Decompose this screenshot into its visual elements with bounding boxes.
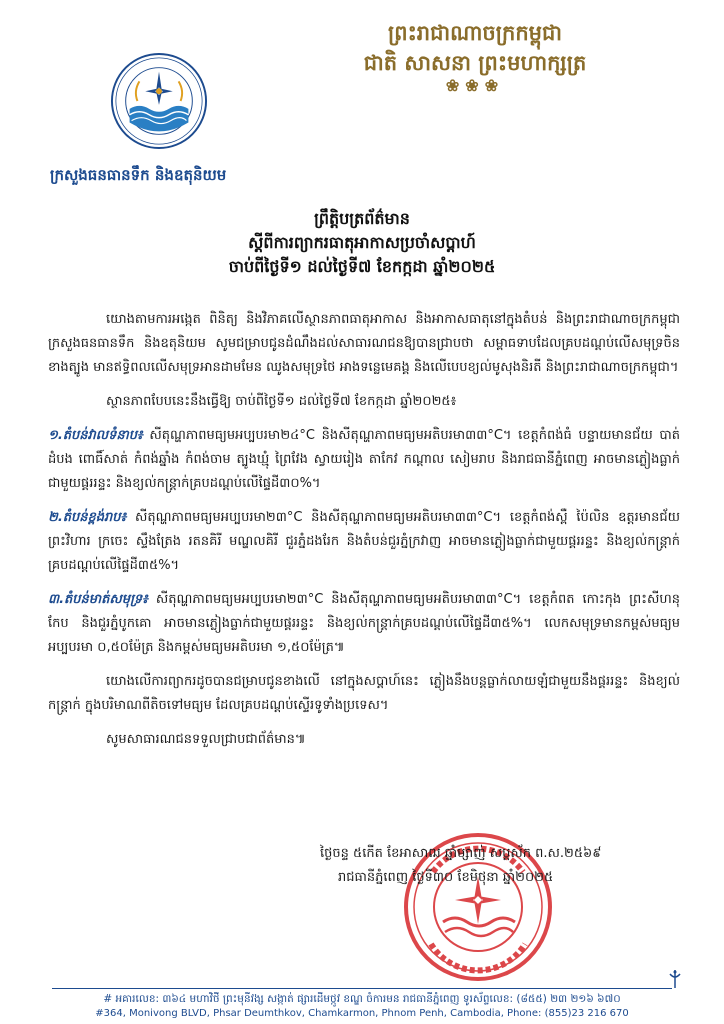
footer-address [40, 992, 684, 1020]
situation-paragraph: ស្ថានភាពបែបនេះនឹងធ្វើឱ្យ ចាប់ពីថ្ងៃទី១ ដល់ថ្ងៃទី៧ ខែកក្កដា ឆ្នាំ២០២៥៖ [106, 394, 457, 409]
kingdom-title: ព្រះរាជាណាចក្រកម្ពុជា [387, 20, 562, 45]
bulletin-title [100, 207, 624, 279]
national-motto: ជាតិ សាសនា ព្រះមហាក្សត្រ [363, 50, 587, 75]
kingdom-header [255, 18, 695, 94]
closing-paragraph: សូមសាធារណជនទទួលជ្រាបជាព័ត៌មាន៕ [106, 732, 306, 747]
bulletin-body [48, 308, 680, 762]
lunar-date: ថ្ងៃចន្ទ ៥កើត ខែអាសាឍ ឆ្នាំម្សាញ់ សប្តស័ក ព.ស.២៥៦៩ [320, 846, 602, 861]
zone-2-paragraph [48, 506, 680, 578]
zone-1-title: ១.តំបន់វាលទំនាប៖ [48, 428, 143, 443]
issue-date [320, 842, 680, 890]
ministry-name: ក្រសួងធនធានទឹក និងឧតុនិយម [50, 166, 227, 184]
title-line-2: ស្តីពីការព្យាករធាតុអាកាសប្រចាំសប្តាហ៍ [248, 233, 476, 252]
header-ornament: ❀❀❀ [445, 76, 505, 95]
zone-2-title: ២.តំបន់ខ្ពង់រាប៖ [48, 510, 127, 525]
trident-icon [664, 968, 686, 990]
ministry-emblem-icon [110, 52, 208, 150]
zone-1-paragraph [48, 424, 680, 496]
address-english: #364, Monivong BLVD, Phsar Deumthkov, Chamkarmon, Phnom Penh, Cambodia, Phone: (855)23 216 670 [95, 1008, 629, 1019]
zone-3-title: ៣.តំបន់មាត់សមុទ្រ៖ [48, 592, 148, 607]
forecast-paragraph: យោងលើការព្យាករដូចបានជម្រាបជូនខាងលើ នៅក្នុងសប្តាហ៍នេះ ភ្លៀងនឹងបន្តធ្លាក់លាយឡំជាមួយនឹងផ្គររន្ទះ និងខ្យល់កន្ត្រាក់ ក្នុងបរិមាណពីតិចទៅមធ្យម ដែលគ្របដណ្តប់ស្ទើរទូទាំងប្រទេស។ [48, 674, 680, 713]
zone-3-paragraph [48, 588, 680, 660]
footer-divider [52, 988, 672, 989]
zone-1-text: សីតុណ្ហភាពមធ្យមអប្បបរមា២៤°C និងសីតុណ្ហភាពមធ្យមអតិបរមា៣៣°C។ ខេត្តកំពង់ធំ បន្ទាយមានជ័យ បាត់ដំបង ពោធិ៍សាត់ កំពង់ឆ្នាំង កំពង់ចាម ត្បូងឃ្មុំ ព្រៃវែង ស្វាយរៀង តាកែវ កណ្តាល សៀមរាប និងរាជធានីភ្នំពេញ អាចមានភ្លៀងធ្លាក់ជាមួយផ្គររន្ទះ និងខ្យល់កន្ត្រាក់គ្របដណ្តប់លើផ្ទៃដី៣០%។ [48, 428, 680, 491]
address-khmer: # អគារលេខ: ៣៦៤ មហាវិថី ព្រះមុនីវង្ស សង្កាត់ ផ្សារដើមថ្កូវ ខណ្ឌ ចំការមន រាជធានីភ្នំពេញ ទូរស័ព្ទលេខ: (៨៥៥) ២៣ ២១៦ ៦៧០ [103, 993, 621, 1005]
title-line-1: ព្រឹត្តិបត្រព័ត៌មាន [314, 209, 410, 228]
title-line-3: ចាប់ពីថ្ងៃទី១ ដល់ថ្ងៃទី៧ ខែកក្កដា ឆ្នាំ២០២៥ [228, 257, 496, 276]
zone-3-text: សីតុណ្ហភាពមធ្យមអប្បបរមា២៣°C និងសីតុណ្ហភាពមធ្យមអតិបរមា៣៣°C។ ខេត្តកំពត កោះកុង ព្រះសីហនុ កែប និងជួរភ្នំបូកគោ អាចមានភ្លៀងធ្លាក់ជាមួយផ្គររន្ទះ និងខ្យល់កន្ត្រាក់គ្របដណ្តប់លើផ្ទៃដី៣៥%។ លេកសមុទ្រមានកម្ពស់មធ្យមអប្បបរមា ០,៥០ម៉ែត្រ និងកម្ពស់មធ្យមអតិបរមា ១,៥០ម៉ែត្រ៕ [48, 592, 680, 655]
zone-2-text: សីតុណ្ហភាពមធ្យមអប្បបរមា២៣°C និងសីតុណ្ហភាពមធ្យមអតិបរមា៣៣°C។ ខេត្តកំពង់ស្ពឺ ប៉ៃលិន ឧត្តរមានជ័យ ព្រះវិហារ ក្រចេះ ស្ទឹងត្រែង រតនគិរី មណ្ឌលគិរី ជួរភ្នំដងរែក និងតំបន់ជួរភ្នំក្រវាញ អាចមានភ្លៀងធ្លាក់ជាមួយផ្គររន្ទះ និងខ្យល់កន្ត្រាក់គ្របដណ្តប់លើផ្ទៃដី៣៥%។ [48, 510, 680, 573]
solar-date: រាជធានីភ្នំពេញ ថ្ងៃទី៣០ ខែមិថុនា ឆ្នាំ២០២៥ [338, 870, 554, 885]
intro-paragraph: យោងតាមការអង្កេត ពិនិត្យ និងវិភាគលើស្ថានភាពធាតុអាកាស និងអាកាសធាតុនៅក្នុងតំបន់ និងព្រះរាជាណាចក្រកម្ពុជា ក្រសួងធនធានទឹក និងឧតុនិយម សូមជម្រាបជូនដំណឹងដល់សាធារណជនឱ្យបានជ្រាបថា សម្ពាធទាបដែលគ្របដណ្តប់លើសមុទ្រចិនខាងត្បូង មានឥទ្ធិពលលើសមុទ្រអានដាមមែន ឈូងសមុទ្រថៃ អាងទន្លេមេគង្គ និងលើបេបខ្យល់មូសុងនិរតី និងព្រះរាជាណាចក្រកម្ពុជា។ [48, 312, 680, 375]
